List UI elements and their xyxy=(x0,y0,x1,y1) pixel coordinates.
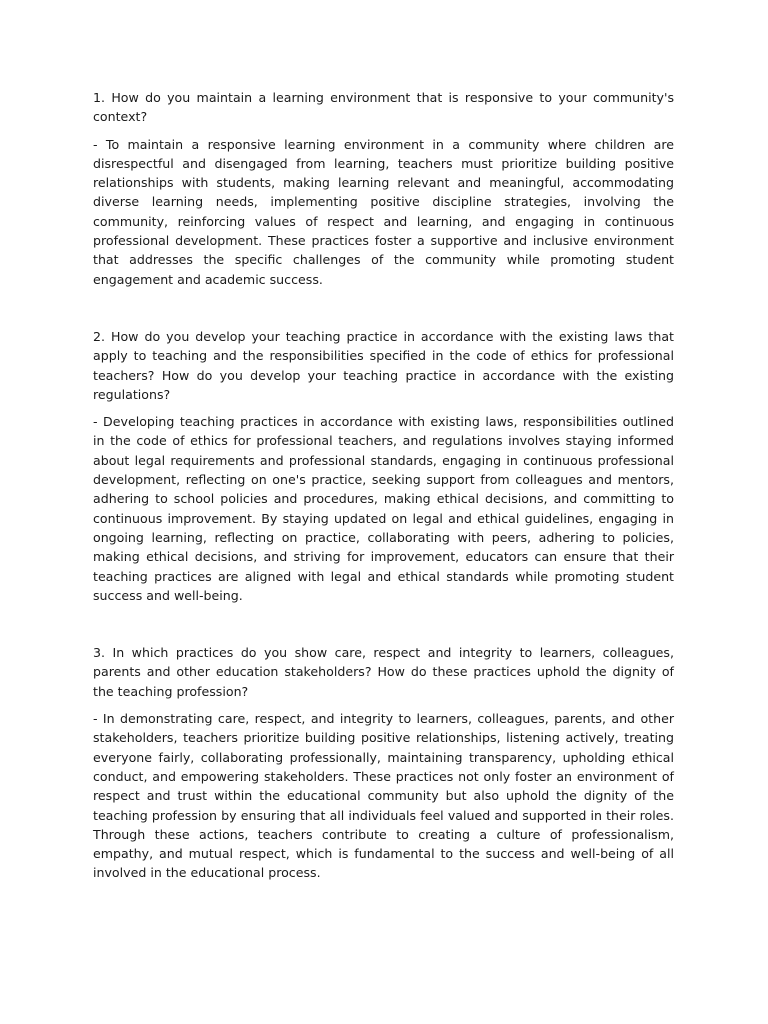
question-2: 2. How do you develop your teaching practice in accordance with the existing laws that apply to teaching and the responsibilities specified in the code of ethics for professional teachers? How do you develop your teaching practice in accordance with the existing regulations? xyxy=(93,328,674,402)
section-spacer xyxy=(93,289,674,327)
question-3: 3. In which practices do you show care, respect and integrity to learners, colleagues, parents and other education stakeholders? How do these practices uphold the dignity of the teaching profession? xyxy=(93,645,674,699)
section-spacer xyxy=(93,605,674,643)
document-page xyxy=(93,88,674,883)
answer-1: - To maintain a responsive learning environment in a community where children are disrespectful and disengaged from learning, teachers must prioritize building positive relationships with students, making learning relevant and meaningful, accommodating diverse learning needs, implementing positive discipline strategies, involving the community, reinforcing values of respect and learning, and engaging in continuous professional development. These practices foster a supportive and inclusive environment that addresses the specific challenges of the community while promoting student engagement and academic success. xyxy=(93,136,674,287)
qa-item-1 xyxy=(93,88,674,289)
qa-item-2 xyxy=(93,327,674,605)
answer-3: - In demonstrating care, respect, and integrity to learners, colleagues, parents, and other stakeholders, teachers prioritize building positive relationships, listening actively, treating everyone fairly, collaborating professionally, maintaining transparency, upholding ethical conduct, and empowering stakeholders. These practices not only foster an environment of respect and trust within the educational community but also uphold the dignity of the teaching profession by ensuring that all individuals feel valued and supported in their roles. Through these actions, teachers contribute to creating a culture of professionalism, empathy, and mutual respect, which is fundamental to the success and well-being of all involved in the educational process. xyxy=(93,711,674,881)
answer-2: - Developing teaching practices in accordance with existing laws, responsibilities outlined in the code of ethics for professional teachers, and regulations involves staying informed about legal requirements and professional standards, engaging in continuous professional development, reflecting on one's practice, seeking support from colleagues and mentors, adhering to school policies and procedures, making ethical decisions, and committing to continuous improvement. By staying updated on legal and ethical guidelines, engaging in ongoing learning, reflecting on practice, collaborating with peers, adhering to policies, making ethical decisions, and striving for improvement, educators can ensure that their teaching practices are aligned with legal and ethical standards while promoting student success and well-being. xyxy=(93,414,674,603)
question-1: 1. How do you maintain a learning environment that is responsive to your community's context? xyxy=(93,90,674,125)
qa-item-3 xyxy=(93,643,674,883)
